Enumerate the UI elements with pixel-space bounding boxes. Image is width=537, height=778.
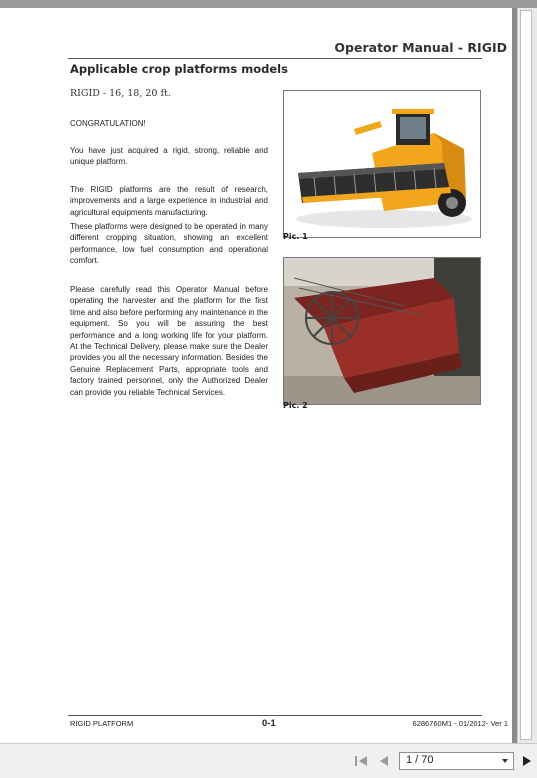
- models-line: RIGID - 16, 18, 20 ft.: [70, 88, 171, 99]
- footer-document-name: RIGID PLATFORM: [70, 719, 134, 728]
- chevron-down-icon: [502, 759, 508, 763]
- figure-platform-photo: [283, 257, 481, 405]
- section-title: Applicable crop platforms models: [70, 62, 288, 76]
- paragraph-intro: You have just acquired a rigid, strong, reliable and unique platform.: [70, 146, 268, 167]
- congratulation-heading: CONGRATULATION!: [70, 119, 146, 128]
- page-indicator: 1 / 70: [406, 754, 434, 766]
- figure-1-caption: Pic. 1: [283, 232, 308, 241]
- paragraph-design: These platforms were designed to be operated in many different cropping situation, showing an excellent performance, low fuel consumption and operational comfort.: [70, 222, 268, 266]
- previous-page-button[interactable]: [376, 753, 392, 769]
- running-header-title: Operator Manual - RIGID: [334, 40, 507, 55]
- previous-page-icon: [376, 753, 392, 769]
- first-page-button[interactable]: [353, 753, 369, 769]
- footer-document-code: 6286760M1 - 01/2012- Ver 1: [412, 719, 508, 728]
- footer-divider: [68, 715, 482, 716]
- page-selector[interactable]: [399, 752, 514, 770]
- footer-page-number: 0-1: [262, 718, 276, 729]
- scrollbar-thumb[interactable]: [520, 10, 532, 740]
- viewer-top-strip: [0, 0, 537, 8]
- platform-illustration: [284, 258, 480, 404]
- next-page-button[interactable]: [519, 753, 535, 769]
- header-divider: [68, 58, 482, 59]
- first-page-icon: [353, 753, 369, 769]
- harvester-illustration: [284, 91, 480, 237]
- figure-2-caption: Pic. 2: [283, 401, 308, 410]
- next-page-icon: [519, 753, 535, 769]
- paragraph-research: The RIGID platforms are the result of research, improvements and a large experience in industrial and agricultural equipments manufacturing.: [70, 185, 268, 217]
- paragraph-instructions: Please carefully read this Operator Manual before operating the harvester and the platform for the first time and also before performing any maintenance in the equipment. So you will be assuring the best performance and a long working life for your platform. At the Technical Delivery, please make sure the Dealer provides you all the necessary information. Besides the Genuine Replacement Parts, appropriate tools and factory trained personnel, only the Authorized Dealer can provide you reliable Technical Services.: [70, 285, 268, 397]
- figure-harvester-photo: [283, 90, 481, 238]
